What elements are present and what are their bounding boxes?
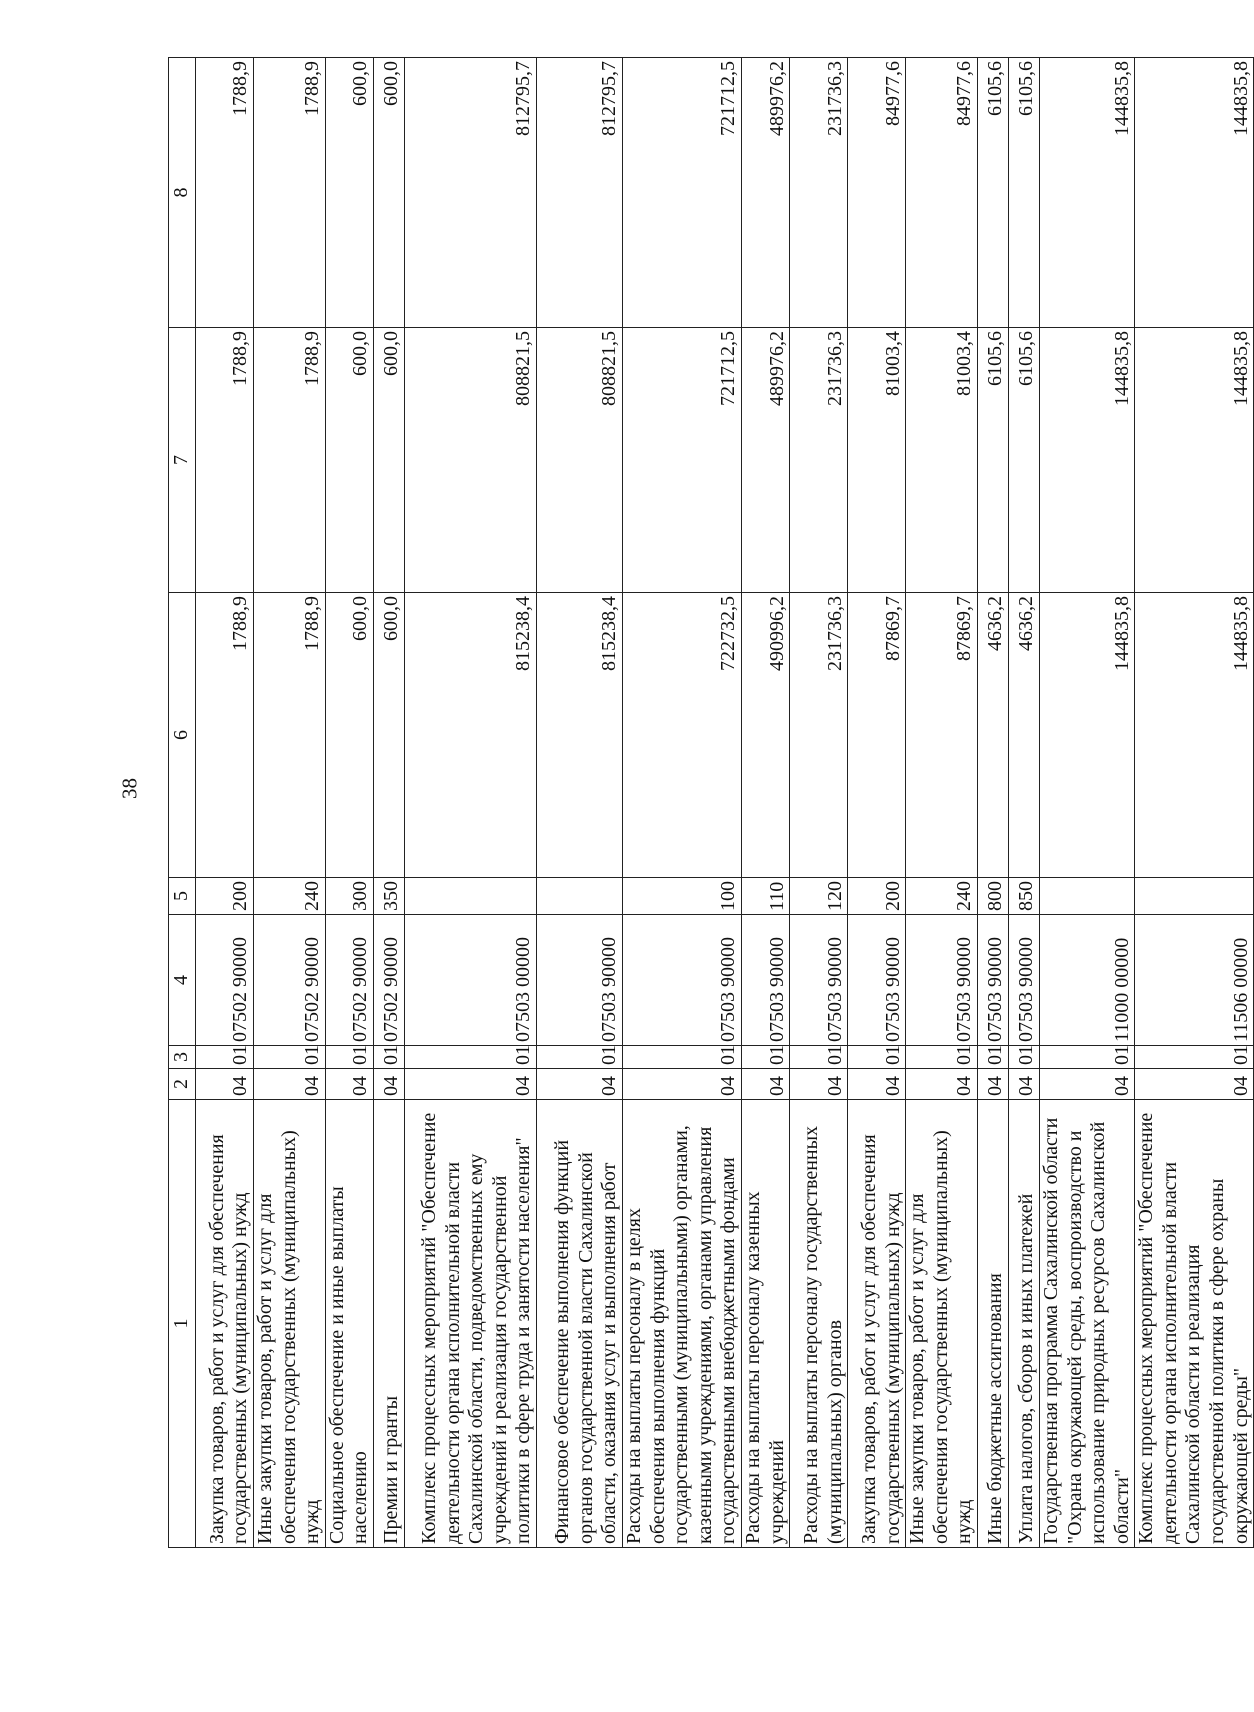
amount-col6-cell: 815238,4 <box>536 593 622 878</box>
target-article-cell: 07503 90000 <box>790 915 848 1046</box>
subsection-code-cell: 01 <box>196 1046 254 1069</box>
row-name-cell: Комплекс процессных мероприятий "Обеспечение деятельности органа исполнительной власти Сахалинской области и реализация государственной политики в сфере охраны окружающей среды" <box>1135 1100 1254 1548</box>
expense-type-cell <box>536 878 622 915</box>
row-name-cell: Расходы на выплаты персоналу в целях обеспечения выполнения функций государственными (муниципальными) органами, казенными учреждениями, органами управления государственными внебюджетными фондами <box>622 1100 741 1548</box>
section-code-cell: 04 <box>404 1069 536 1100</box>
table-row <box>536 58 622 1548</box>
expense-type-cell: 200 <box>196 878 254 915</box>
subsection-code-cell: 01 <box>741 1046 789 1069</box>
table-row <box>404 58 536 1548</box>
amount-col8-cell: 812795,7 <box>536 58 622 328</box>
subsection-code-cell: 01 <box>254 1046 326 1069</box>
target-article-cell: 07503 90000 <box>741 915 789 1046</box>
expense-type-cell: 110 <box>741 878 789 915</box>
header-row <box>169 58 196 1548</box>
column-header: 2 <box>169 1069 196 1100</box>
amount-col8-cell: 84977,6 <box>906 58 978 328</box>
amount-col6-cell: 87869,7 <box>848 593 906 878</box>
amount-col7-cell: 144835,8 <box>1039 328 1134 593</box>
section-code-cell: 04 <box>741 1069 789 1100</box>
section-code-cell: 04 <box>325 1069 373 1100</box>
amount-col7-cell: 600,0 <box>373 328 404 593</box>
amount-col7-cell: 81003,4 <box>906 328 978 593</box>
subsection-code-cell: 01 <box>906 1046 978 1069</box>
amount-col7-cell: 808821,5 <box>536 328 622 593</box>
row-name-cell: Уплата налогов, сборов и иных платежей <box>1008 1100 1039 1548</box>
subsection-code-cell: 01 <box>622 1046 741 1069</box>
amount-col8-cell: 489976,2 <box>741 58 789 328</box>
amount-col6-cell: 87869,7 <box>906 593 978 878</box>
amount-col8-cell: 812795,7 <box>404 58 536 328</box>
section-code-cell: 04 <box>536 1069 622 1100</box>
row-name-cell: Закупка товаров, работ и услуг для обеспечения государственных (муниципальных) нужд <box>848 1100 906 1548</box>
table-row <box>325 58 373 1548</box>
amount-col8-cell: 1788,9 <box>196 58 254 328</box>
row-name-cell: Расходы на выплаты персоналу государственных (муниципальных) органов <box>790 1100 848 1548</box>
row-name-cell: Расходы на выплаты персоналу казенных учреждений <box>741 1100 789 1548</box>
amount-col6-cell: 4636,2 <box>977 593 1008 878</box>
section-code-cell: 04 <box>1008 1069 1039 1100</box>
amount-col6-cell: 722732,5 <box>622 593 741 878</box>
table-row <box>906 58 978 1548</box>
subsection-code-cell: 01 <box>536 1046 622 1069</box>
table-row <box>790 58 848 1548</box>
target-article-cell: 07503 90000 <box>1008 915 1039 1046</box>
expense-type-cell: 350 <box>373 878 404 915</box>
section-code-cell: 04 <box>1039 1069 1134 1100</box>
amount-col6-cell: 815238,4 <box>404 593 536 878</box>
budget-table <box>168 57 1254 1548</box>
target-article-cell: 07502 90000 <box>254 915 326 1046</box>
amount-col6-cell: 231736,3 <box>790 593 848 878</box>
amount-col7-cell: 6105,6 <box>977 328 1008 593</box>
expense-type-cell: 120 <box>790 878 848 915</box>
target-article-cell: 07503 90000 <box>848 915 906 1046</box>
column-header: 3 <box>169 1046 196 1069</box>
target-article-cell: 07503 90000 <box>622 915 741 1046</box>
expense-type-cell: 300 <box>325 878 373 915</box>
section-code-cell: 04 <box>196 1069 254 1100</box>
amount-col8-cell: 84977,6 <box>848 58 906 328</box>
row-name-cell: Финансовое обеспечение выполнения функций органов государственной власти Сахалинской области, оказания услуг и выполнения работ <box>536 1100 622 1548</box>
amount-col8-cell: 600,0 <box>325 58 373 328</box>
amount-col8-cell: 6105,6 <box>1008 58 1039 328</box>
expense-type-cell: 100 <box>622 878 741 915</box>
table-row <box>1008 58 1039 1548</box>
amount-col7-cell: 6105,6 <box>1008 328 1039 593</box>
amount-col7-cell: 808821,5 <box>404 328 536 593</box>
amount-col6-cell: 600,0 <box>325 593 373 878</box>
section-code-cell: 04 <box>373 1069 404 1100</box>
target-article-cell: 07503 90000 <box>977 915 1008 1046</box>
column-header: 8 <box>169 58 196 328</box>
table-row <box>741 58 789 1548</box>
amount-col7-cell: 1788,9 <box>254 328 326 593</box>
target-article-cell: 07502 90000 <box>325 915 373 1046</box>
section-code-cell: 04 <box>848 1069 906 1100</box>
amount-col8-cell: 144835,8 <box>1135 58 1254 328</box>
amount-col6-cell: 144835,8 <box>1039 593 1134 878</box>
amount-col8-cell: 6105,6 <box>977 58 1008 328</box>
section-code-cell: 04 <box>1135 1069 1254 1100</box>
target-article-cell: 07503 90000 <box>536 915 622 1046</box>
amount-col6-cell: 490996,2 <box>741 593 789 878</box>
subsection-code-cell: 01 <box>404 1046 536 1069</box>
amount-col6-cell: 1788,9 <box>254 593 326 878</box>
target-article-cell: 07503 00000 <box>404 915 536 1046</box>
amount-col7-cell: 144835,8 <box>1135 328 1254 593</box>
row-name-cell: Комплекс процессных мероприятий "Обеспечение деятельности органа исполнительной власти Сахалинской области, подведомственных ему учреждений и реализация государственной политики в сфере труда и занятости населения" <box>404 1100 536 1548</box>
amount-col7-cell: 489976,2 <box>741 328 789 593</box>
subsection-code-cell: 01 <box>848 1046 906 1069</box>
amount-col7-cell: 81003,4 <box>848 328 906 593</box>
table-row <box>373 58 404 1548</box>
subsection-code-cell: 01 <box>1135 1046 1254 1069</box>
amount-col6-cell: 4636,2 <box>1008 593 1039 878</box>
column-header: 1 <box>169 1100 196 1548</box>
column-header: 4 <box>169 915 196 1046</box>
section-code-cell: 04 <box>622 1069 741 1100</box>
amount-col6-cell: 144835,8 <box>1135 593 1254 878</box>
target-article-cell: 07502 90000 <box>196 915 254 1046</box>
table-row <box>196 58 254 1548</box>
row-name-cell: Социальное обеспечение и иные выплаты населению <box>325 1100 373 1548</box>
row-name-cell: Закупка товаров, работ и услуг для обеспечения государственных (муниципальных) нужд <box>196 1100 254 1548</box>
column-header: 5 <box>169 878 196 915</box>
target-article-cell: 07502 90000 <box>373 915 404 1046</box>
column-header: 6 <box>169 593 196 878</box>
expense-type-cell <box>1135 878 1254 915</box>
amount-col8-cell: 231736,3 <box>790 58 848 328</box>
amount-col8-cell: 600,0 <box>373 58 404 328</box>
rotated-table-wrapper <box>168 58 1252 1548</box>
section-code-cell: 04 <box>977 1069 1008 1100</box>
target-article-cell: 07503 90000 <box>906 915 978 1046</box>
subsection-code-cell: 01 <box>325 1046 373 1069</box>
amount-col8-cell: 721712,5 <box>622 58 741 328</box>
section-code-cell: 04 <box>254 1069 326 1100</box>
table-row <box>1135 58 1254 1548</box>
table-row <box>848 58 906 1548</box>
subsection-code-cell: 01 <box>790 1046 848 1069</box>
row-name-cell: Иные бюджетные ассигнования <box>977 1100 1008 1548</box>
expense-type-cell: 240 <box>906 878 978 915</box>
section-code-cell: 04 <box>790 1069 848 1100</box>
row-name-cell: Премии и гранты <box>373 1100 404 1548</box>
amount-col6-cell: 600,0 <box>373 593 404 878</box>
section-code-cell: 04 <box>906 1069 978 1100</box>
column-header: 7 <box>169 328 196 593</box>
amount-col7-cell: 231736,3 <box>790 328 848 593</box>
page-number: 38 <box>117 778 142 799</box>
table-row <box>254 58 326 1548</box>
amount-col8-cell: 144835,8 <box>1039 58 1134 328</box>
expense-type-cell: 850 <box>1008 878 1039 915</box>
target-article-cell: 11000 00000 <box>1039 915 1134 1046</box>
amount-col8-cell: 1788,9 <box>254 58 326 328</box>
expense-type-cell <box>404 878 536 915</box>
subsection-code-cell: 01 <box>373 1046 404 1069</box>
row-name-cell: Иные закупки товаров, работ и услуг для обеспечения государственных (муниципальных) нужд <box>254 1100 326 1548</box>
amount-col6-cell: 1788,9 <box>196 593 254 878</box>
expense-type-cell: 240 <box>254 878 326 915</box>
expense-type-cell <box>1039 878 1134 915</box>
amount-col7-cell: 721712,5 <box>622 328 741 593</box>
table-row <box>622 58 741 1548</box>
amount-col7-cell: 600,0 <box>325 328 373 593</box>
expense-type-cell: 800 <box>977 878 1008 915</box>
subsection-code-cell: 01 <box>1039 1046 1134 1069</box>
subsection-code-cell: 01 <box>1008 1046 1039 1069</box>
table-row <box>977 58 1008 1548</box>
target-article-cell: 11506 00000 <box>1135 915 1254 1046</box>
expense-type-cell: 200 <box>848 878 906 915</box>
row-name-cell: Государственная программа Сахалинской области "Охрана окружающей среды, воспроизводство и использование природных ресурсов Сахалинской области" <box>1039 1100 1134 1548</box>
subsection-code-cell: 01 <box>977 1046 1008 1069</box>
amount-col7-cell: 1788,9 <box>196 328 254 593</box>
row-name-cell: Иные закупки товаров, работ и услуг для обеспечения государственных (муниципальных) нужд <box>906 1100 978 1548</box>
table-row <box>1039 58 1134 1548</box>
